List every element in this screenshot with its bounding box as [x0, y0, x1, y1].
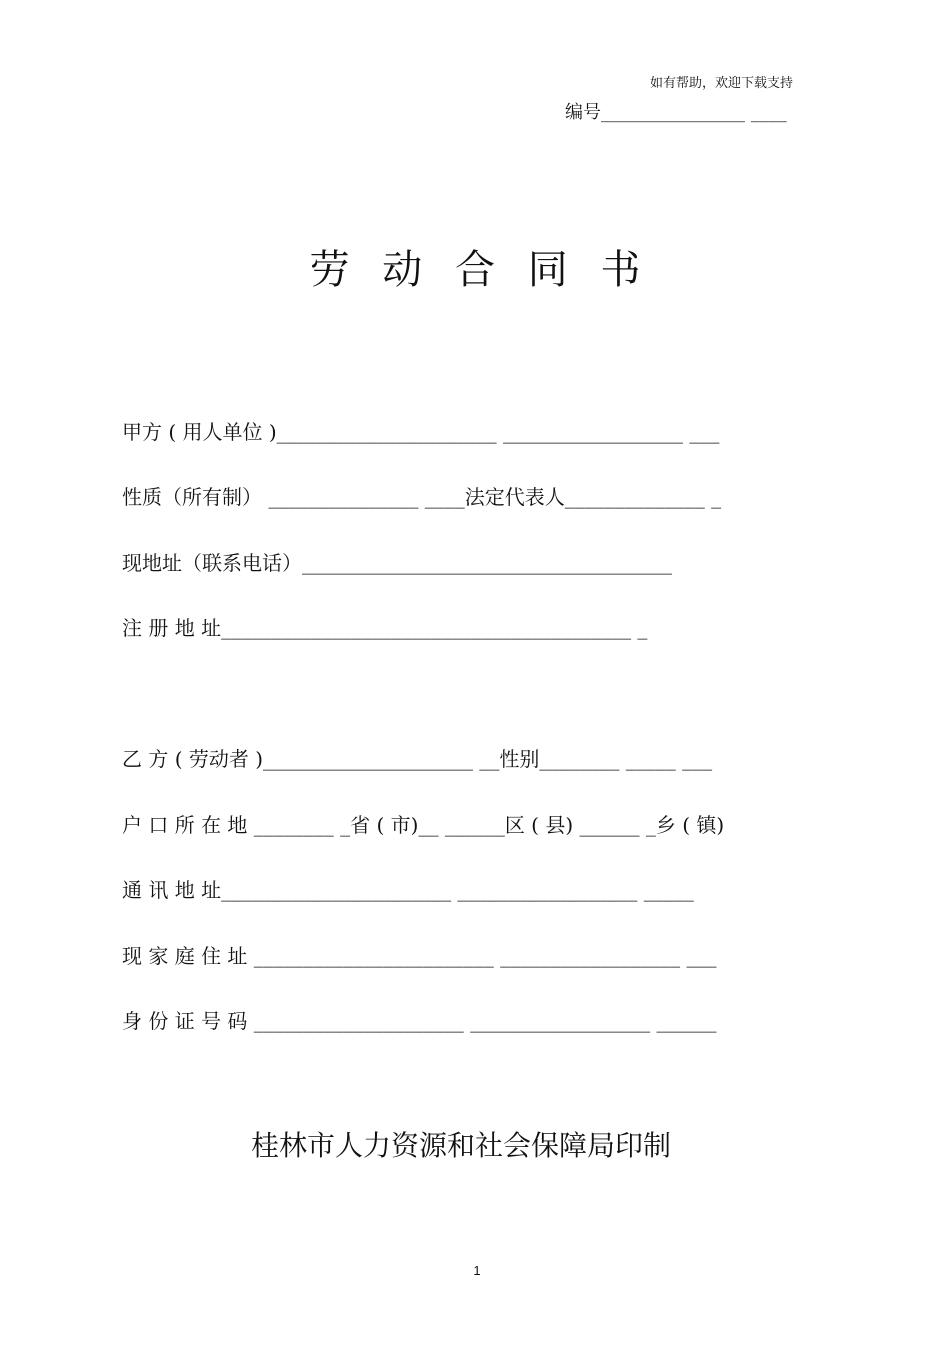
- document-title: [0, 238, 950, 295]
- page-number: 1: [473, 1263, 481, 1278]
- party-b-home-line: 现 家 庭 住 址 ________________________ __________________ ___: [122, 944, 717, 968]
- help-note: 如有帮助，欢迎下载支持: [650, 76, 794, 91]
- title-char: 书: [600, 247, 641, 293]
- title-char: 同: [527, 247, 568, 293]
- party-a-address-line: 现地址（联系电话）_____________________________________: [122, 551, 672, 575]
- serial-number-field: 编号________________ ____: [565, 102, 787, 123]
- party-a-registered-line: 注 册 地 址_________________________________________ _: [122, 616, 648, 640]
- party-b-id-line: 身 份 证 号 码 _____________________ __________________ ______: [122, 1009, 717, 1033]
- party-a-nature-line: 性质（所有制） _______________ ____法定代表人______________ _: [122, 485, 722, 509]
- party-b-hukou-line: 户 口 所 在 地 ________ _省 ( 市)__ ______区 ( 县) ______ _乡 ( 镇): [122, 813, 725, 837]
- party-b-name-line: 乙 方 ( 劳动者 )_____________________ __性别________ _____ ___: [122, 747, 713, 771]
- title-char: 动: [382, 247, 423, 293]
- issuing-organization: 桂林市人力资源和社会保障局印制: [250, 1129, 671, 1162]
- title-char: 合: [455, 247, 495, 293]
- title-char: 劳: [309, 247, 350, 293]
- party-b-mailing-line: 通 讯 地 址_______________________ __________________ _____: [122, 878, 694, 902]
- party-a-name-line: 甲方 ( 用人单位 )______________________ __________________ ___: [122, 420, 720, 444]
